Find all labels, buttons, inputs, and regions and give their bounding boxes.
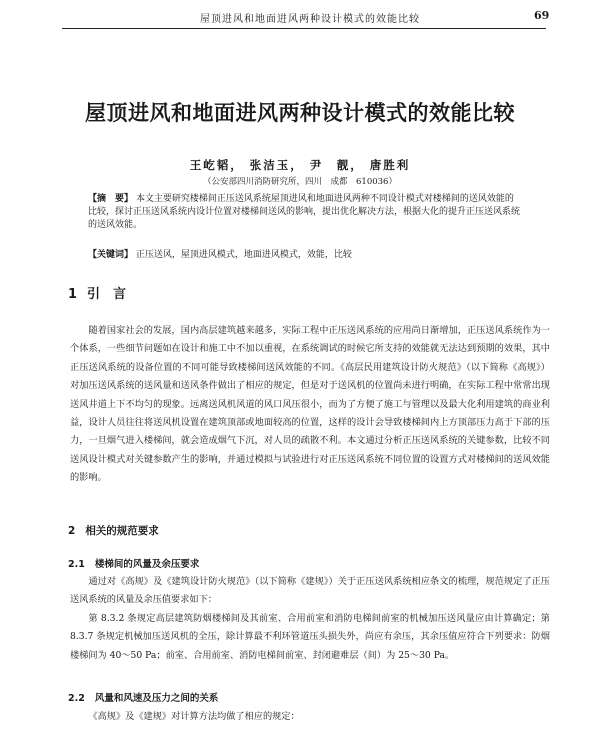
article-title: 屋顶进风和地面进风两种设计模式的效能比较 xyxy=(85,101,515,125)
page-number: 69 xyxy=(534,9,550,22)
abstract-label: 【摘 要】 xyxy=(88,194,134,204)
article-authors: 王屹韬， 张洁玉， 尹 靓， 唐胜利 xyxy=(189,158,411,172)
subsection-2-2-number: 2.2 xyxy=(68,693,85,704)
subsection-2-2-paragraph-1: 《高规》及《建规》对计算方法均做了相应的规定： xyxy=(88,711,300,722)
subsection-2-1-heading xyxy=(68,556,199,570)
running-head: 屋顶进风和地面进风两种设计模式的效能比较 xyxy=(200,14,420,25)
section-1-paragraph: 随着国家社会的发展，国内高层建筑越来越多，实际工程中正压送风系统的应用尚日渐增加，正压送风系统作为一个体系，一些细节问题如在设计和施工中不加以重视，在系统调试的时候它所支持的效能就无法达到预期的效果，其中正压送风系统的设备位置的不同可能导致楼梯间送风效能的不同。《高层民用建筑设计防火规范》（以下简称《高规》）对加压送风系统的送风量和送风条件做出了相应的规定，但是对于送风机的位置尚未进行明确，在实际工程中常常出现送风井道上下不均匀的现象。远离送风机风道的风口风压很小，而为了方便了施工与管理以及最大化利用建筑的商业利益，设计人员往往将送风机设置在建筑顶部或地面较高的位置，这样的设计会导致楼梯间内上方顶部压力高于下部的压力，一旦烟气进入楼梯间，就会造成烟气下沉，对人员的疏散不利。本文通过分析正压送风系统的关键参数，比较不同送风设计模式对关键参数产生的影响，并通过模拟与试验进行对正压送风系统不同位置的设置方式对楼梯间的送风效能的影响。 xyxy=(70,325,550,484)
subsection-2-2-heading xyxy=(68,690,218,704)
subsection-2-1-paragraph-1: 通过对《高规》及《建筑设计防火规范》（以下简称《建规》）关于正压送风系统相应条文的梳理，规范规定了正压送风系统的风量及余压值要求如下： xyxy=(70,576,550,606)
keywords-text: 正压送风，屋顶进风模式，地面进风模式，效能，比较 xyxy=(135,250,352,260)
subsection-2-1-title: 楼梯间的风量及余压要求 xyxy=(94,559,200,570)
subsection-2-2-title: 风量和风速及压力之间的关系 xyxy=(94,693,219,704)
header-rule xyxy=(62,28,546,29)
section-2-heading xyxy=(68,523,159,538)
section-1-title: 引 言 xyxy=(87,287,127,302)
section-2-number: 2 xyxy=(68,525,76,537)
article-affiliation: （公安部四川消防研究所，四川 成都 610036） xyxy=(203,177,397,187)
section-2-title: 相关的规范要求 xyxy=(85,525,159,537)
subsection-2-1-number: 2.1 xyxy=(68,559,85,570)
keywords-label: 【关键词】 xyxy=(88,250,134,260)
abstract-text: 本文主要研究楼梯间正压送风系统屋顶进风和地面进风两种不同设计模式对楼梯间的送风效能的比较，探讨正压送风系统内设计位置对楼梯间送风的影响，提出优化解决方法，根据大化的提升正压送风系统的送风效能。 xyxy=(88,194,521,230)
section-1-number: 1 xyxy=(68,287,78,302)
section-1-heading xyxy=(68,283,126,302)
abstract xyxy=(88,193,520,232)
subsection-2-1-paragraph-2: 第 8.3.2 条规定高层建筑防烟楼梯间及其前室、合用前室和消防电梯间前室的机械加压送风量应由计算确定；第 8.3.7 条规定机械加压送风机的全压，除计算最不利环管道压头损失外，尚应有余压，其余压值应符合下列要求：防烟楼梯间为 40～50 Pa；前室、合用前室、消防电梯间前室、封闭避难层（间）为 25～30 Pa。 xyxy=(70,613,550,661)
keywords xyxy=(88,247,520,260)
